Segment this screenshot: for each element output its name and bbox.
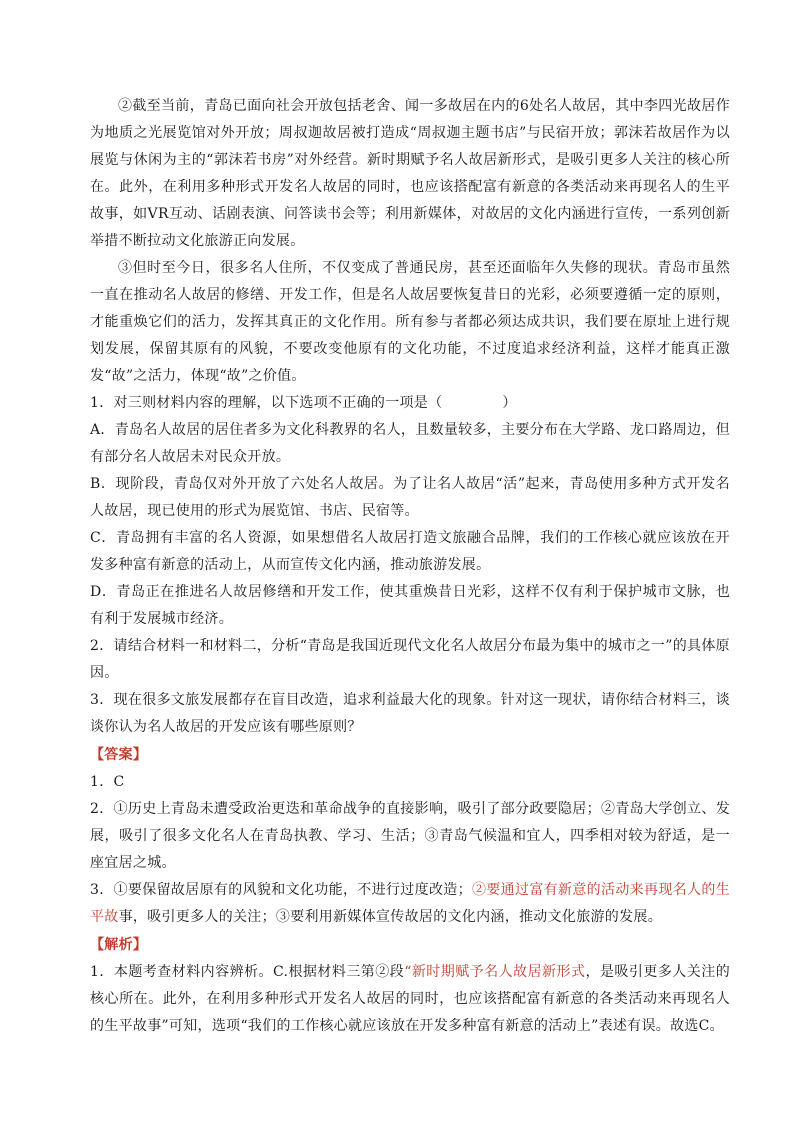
material-paragraph-3: ③但时至今日，很多名人住所，不仅变成了普通民房，甚至还面临年久失修的现状。青岛市虽然一直在推动名人故居的修缮、开发工作，但是名人故居要恢复昔日的光彩，必须要遵循一定的原则，才能重焕它们的活力，发挥其真正的文化作用。所有参与者都必须达成共识，我们要在原址上进行规划发展，保留其原有的风貌，不要改变他原有的文化功能，不过度追求经济利益，这样才能真正激发“故”之活力，体现“故”之价值。 [90,260,730,384]
answer-3 [90,877,730,931]
option-d: D．青岛正在推进名人故居修缮和开发工作，使其重焕昔日光彩，这样不仅有利于保护城市文脉，也有利于发展城市经济。 [90,584,730,627]
option-b: B．现阶段，青岛仅对外开放了六处名人故居。为了让名人故居“活”起来，青岛使用多种方式开发名人故居，现已使用的形式为展览馆、书店、民宿等。 [90,476,730,519]
analysis-1 [90,959,730,1040]
answer-2: 2．①历史上青岛未遭受政治更迭和革命战争的直接影响，吸引了部分政要隐居；②青岛大学创立、发展，吸引了很多文化名人在青岛执教、学习、生活；③青岛气候温和宜人，四季相对较为舒适，是一座宜居之城。 [90,801,730,871]
answer-3-part-2: ②要通过富有新意的活动来再现名人的生平故 [90,882,730,925]
option-c: C．青岛拥有丰富的名人资源，如果想借名人故居打造文旅融合品牌，我们的工作核心就应该放在开发多种富有新意的活动上，从而宣传文化内涵，推动旅游发展。 [90,530,730,573]
analysis-1-part-3: ，是吸引更多人关注的核心所在。此外，在利用多种形式开发名人故居的同时，也应该搭配富有新意的各类活动来再现名人的生平故事”可知，选项“我们的工作核心就应该放在开发多种富有新意的活动上”表述有误。故选C。 [90,964,730,1034]
material-paragraph-2: ②截至当前，青岛已面向社会开放包括老舍、闻一多故居在内的6处名人故居，其中李四光故居作为地质之光展览馆对外开放；周叔迦故居被打造成“周叔迦主题书店”与民宿开放；郭沫若故居作为以展览与休闲为主的“郭沫若书房”对外经营。新时期赋予名人故居新形式，是吸引更多人关注的核心所在。此外，在利用多种形式开发名人故居的同时，也应该搭配富有新意的各类活动来再现名人的生平故事，如VR互动、话剧表演、问答读书会等；利用新媒体，对故居的文化内涵进行宣传，一系列创新举措不断拉动文化旅游正向发展。 [90,98,730,249]
option-a: A．青岛名人故居的居住者多为文化科教界的名人，且数量较多，主要分布在大学路、龙口路周边，但有部分名人故居未对民众开放。 [90,422,730,465]
analysis-heading: 【解析】 [90,937,148,953]
answer-1: 1．C [90,774,125,790]
question-1-stem [90,390,730,417]
answer-3-part-1: 3．①要保留故居原有的风貌和文化功能，不进行过度改造； [90,882,472,898]
analysis-1-part-1: 1．本题考查材料内容辨析。C.根据材料三第②段 [90,964,405,980]
question-3: 3．现在很多文旅发展都存在盲目改造，追求利益最大化的现象。针对这一现状，请你结合材料三，谈谈你认为名人故居的开发应该有哪些原则？ [90,692,730,735]
document-body [90,93,730,1040]
analysis-1-quote: “新时期赋予名人故居新形式 [404,964,586,980]
question-1-close: ） [502,395,517,411]
answer-heading: 【答案】 [90,747,148,763]
question-1-text: 1．对三则材料内容的理解，以下选项不正确的一项是（ [90,395,443,411]
answer-3-part-3: 事，吸引更多人的关注；③要利用新媒体宣传故居的文化内涵，推动文化旅游的发展。 [118,909,663,925]
question-2: 2．请结合材料一和材料二，分析“青岛是我国近现代文化名人故居分布最为集中的城市之一”的具体原因。 [90,638,730,681]
